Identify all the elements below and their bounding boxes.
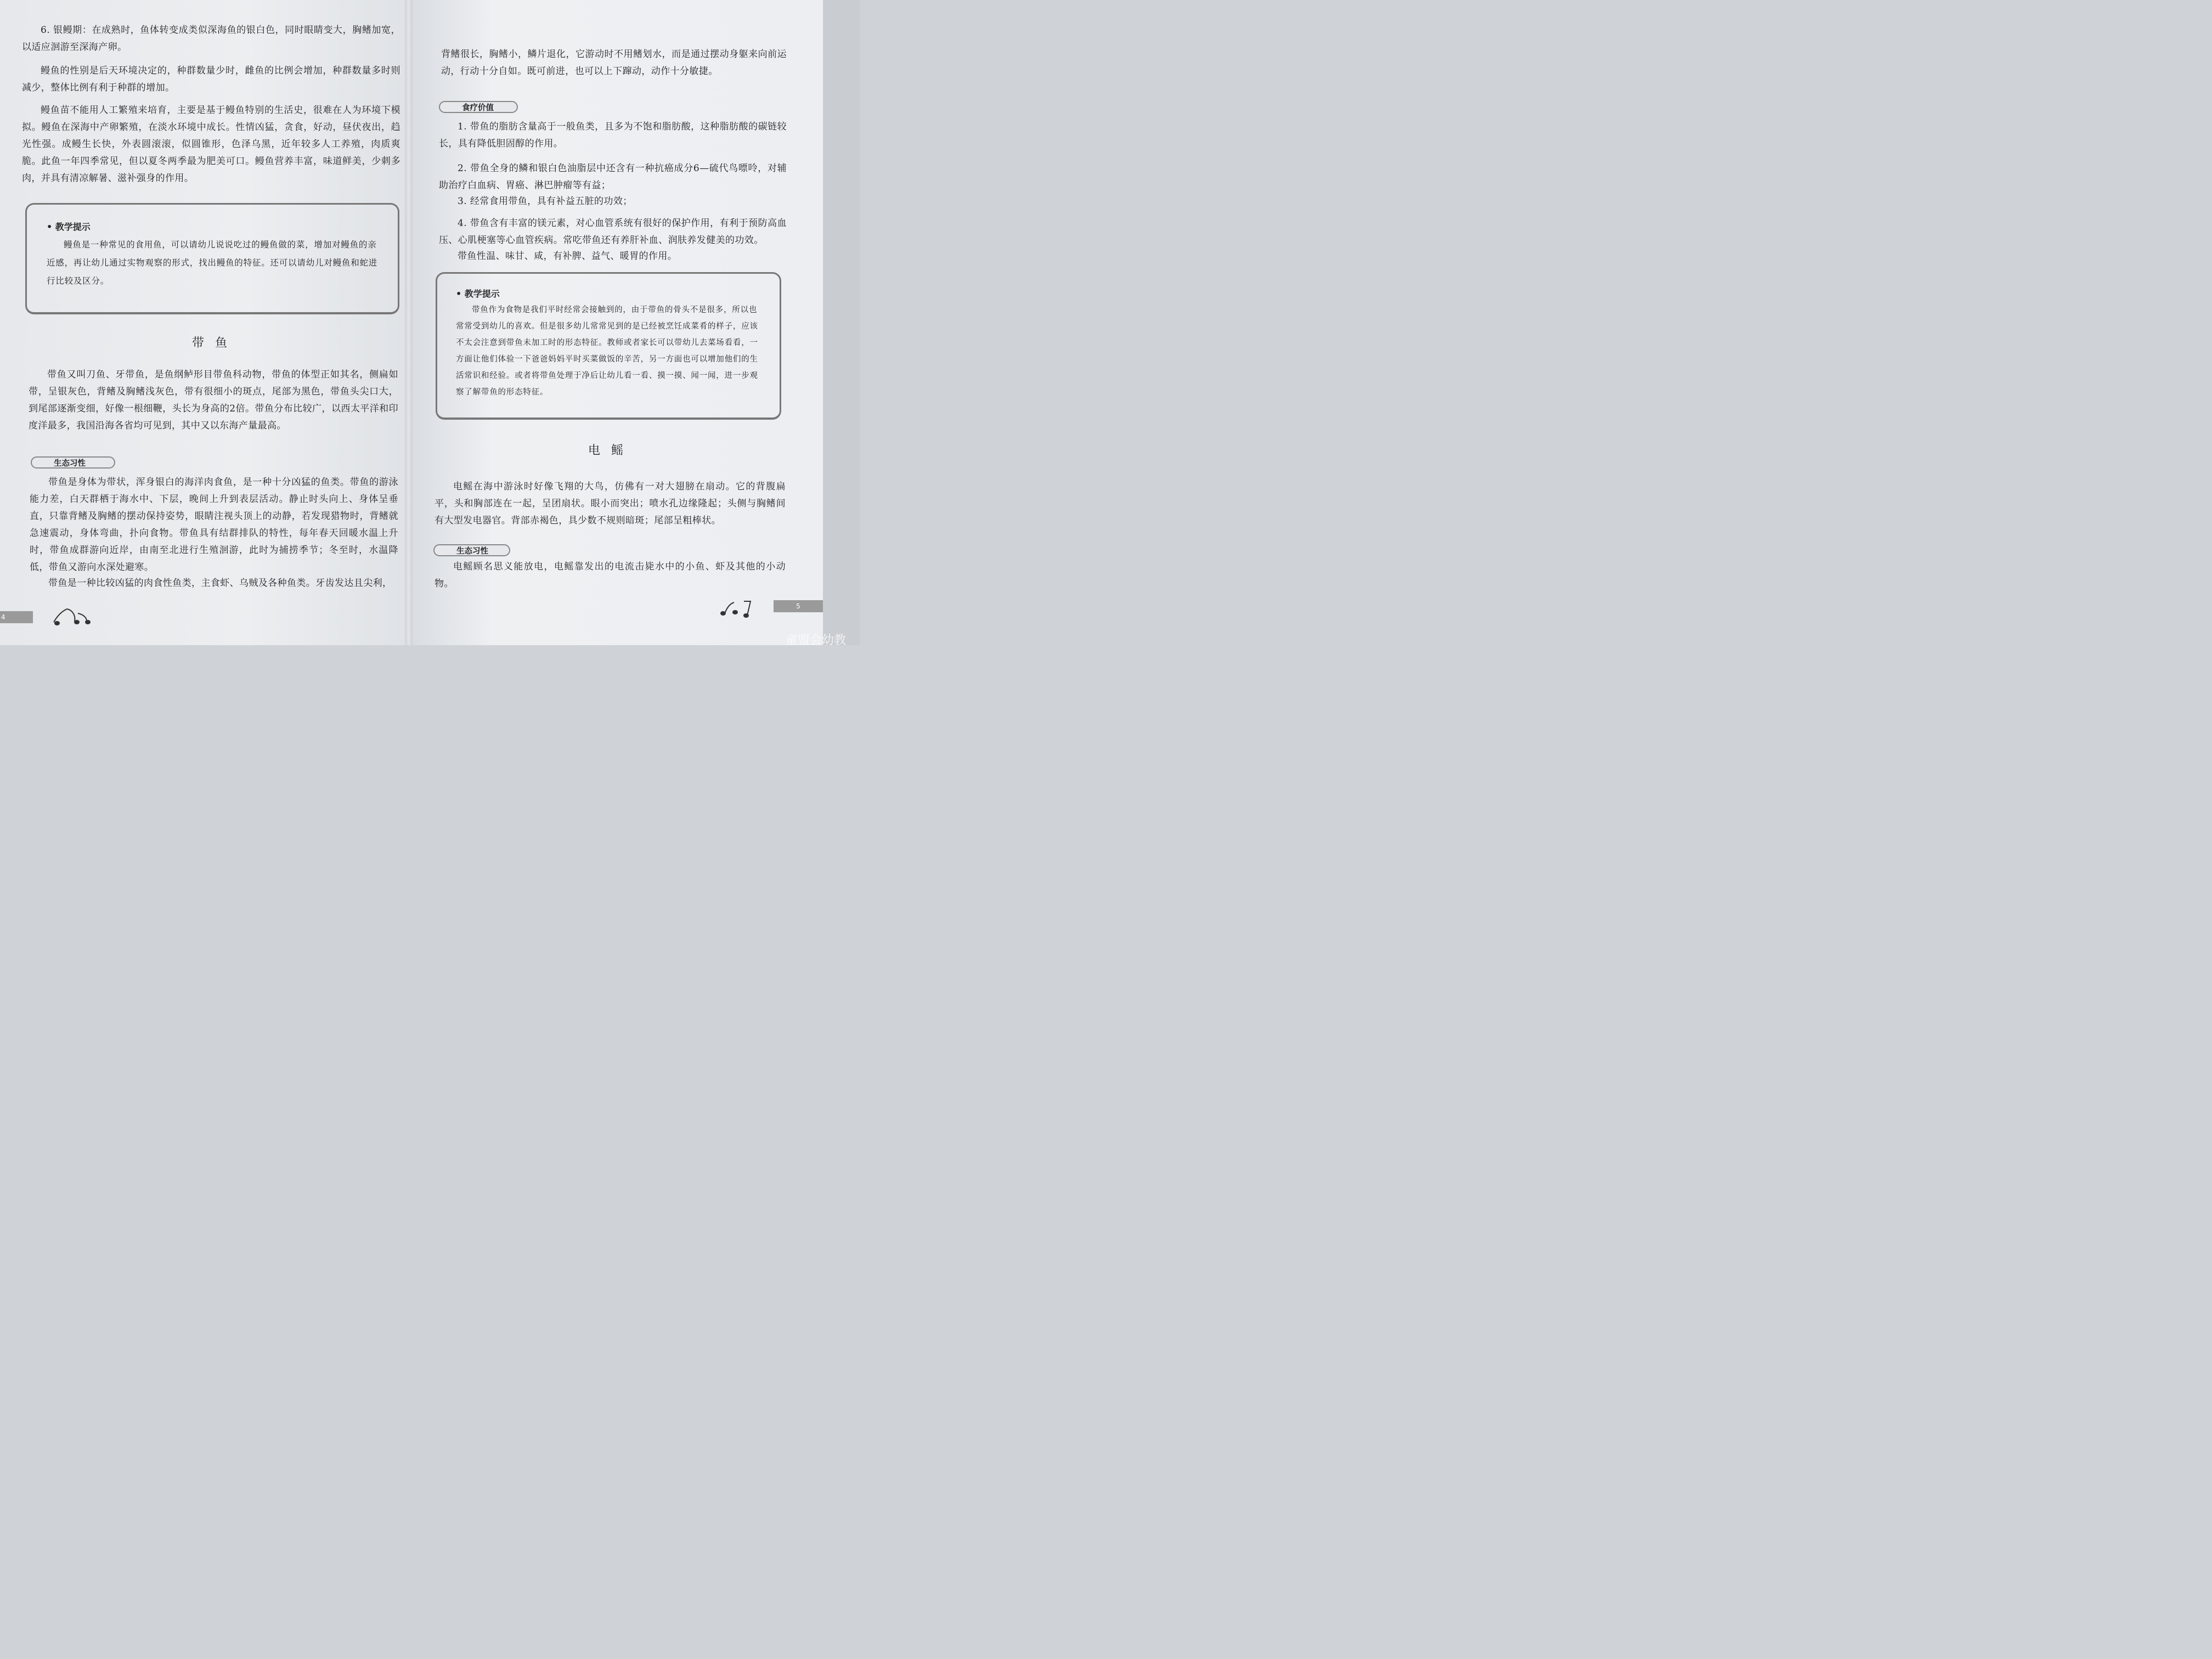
music-notes-icon [50,605,94,628]
ecology-habit-label: 生态习性 [433,544,510,556]
right-paragraph-3: 电鳐在海中游泳时好像飞翔的大鸟，仿佛有一对大翅膀在扇动。它的背腹扁平，头和胸部连在一起，呈团扇状。眼小而突出；喷水孔边缘隆起；头侧与胸鳍间有大型发电器官。背部赤褐色，具少数不规则暗斑；尾部呈粗棒状。 [435,481,786,526]
left-paragraph-2: 鳗鱼的性别是后天环境决定的，种群数量少时，雌鱼的比例会增加，种群数量多时则减少，整体比例有利于种群的增加。 [22,65,400,93]
left-paragraph-1: 6. 银鳗期：在成熟时，鱼体转变成类似深海鱼的银白色，同时眼睛变大，胸鳍加宽，以适应洄游至深海产卵。 [22,25,400,53]
ecology-habit-label: 生态习性 [31,456,115,469]
left-paragraph-5: 带鱼是身体为带状，浑身银白的海洋肉食鱼，是一种十分凶猛的鱼类。带鱼的游泳能力差，白天群栖于海水中、下层，晚间上升到表层活动。静止时头向上、身体呈垂直，只靠背鳍及胸鳍的摆动保持姿势，眼睛注视头顶上的动静，若发现猎物时，背鳍就急速震动，身体弯曲，扑向食物。带鱼具有结群排队的特性，每年春天回暖水温上升时，带鱼成群游向近岸，由南至北进行生殖洄游，此时为捕捞季节；冬至时，水温降低，带鱼又游向水深处避寒。 [30,477,398,573]
book-gutter [405,0,413,645]
dietary-value-label: 食疗价值 [439,101,518,113]
watermark-text: 童盟会幼教 [786,634,847,647]
background-surface [823,0,860,645]
dietary-item-3: 3. 经常食用带鱼，具有补益五脏的功效； [458,196,633,207]
section-title-ribbonfish: 带鱼 [192,336,239,350]
right-paragraph-4: 电鳐顾名思义能放电，电鳐靠发出的电流击毙水中的小鱼、虾及其他的小动物。 [435,561,786,589]
left-paragraph-4: 带鱼又叫刀鱼、牙带鱼，是鱼纲鲈形目带鱼科动物，带鱼的体型正如其名，侧扁如带，呈银灰色，背鳍及胸鳍浅灰色，带有很细小的斑点，尾部为黑色，带鱼头尖口大，到尾部逐渐变细，好像一根细鞭，头长为身高的2倍。带鱼分布比较广，以西太平洋和印度洋最多，我国沿海各省均可见到，其中又以东海产量最高。 [29,369,398,431]
teaching-tip-title: • 教学提示 [47,220,382,233]
teaching-tip-title: • 教学提示 [456,287,763,300]
dietary-item-1: 1. 带鱼的脂肪含量高于一般鱼类，且多为不饱和脂肪酸，这种脂肪酸的碳链较长，具有降低胆固醇的作用。 [439,121,787,149]
teaching-tip-text: 鳗鱼是一种常见的食用鱼，可以请幼儿说说吃过的鳗鱼做的菜，增加对鳗鱼的亲近感，再让幼儿通过实物观察的形式，找出鳗鱼的特征。还可以请幼儿对鳗鱼和蛇进行比较及区分。 [47,240,378,286]
teaching-tip-box-left [25,203,399,314]
left-paragraph-6: 带鱼是一种比较凶猛的肉食性鱼类，主食虾、乌贼及各种鱼类。牙齿发达且尖利， [48,578,392,589]
right-paragraph-1: 背鳍很长，胸鳍小，鳞片退化，它游动时不用鳍划水，而是通过摆动身躯来向前运动，行动十分自如。既可前进，也可以上下蹿动，动作十分敏捷。 [441,49,787,77]
left-paragraph-3: 鳗鱼苗不能用人工繁殖来培育，主要是基于鳗鱼特别的生活史，很难在人为环境下模拟。鳗鱼在深海中产卵繁殖，在淡水环境中成长。性情凶猛，贪食，好动，昼伏夜出，趋光性强。成鳗生长快，外表圆滚滚，似圆锥形，色泽乌黑，近年较多人工养殖，肉质爽脆。此鱼一年四季常见，但以夏冬两季最为肥美可口。鳗鱼营养丰富，味道鲜美，少刺多肉，并具有清凉解暑、滋补强身的作用。 [22,105,400,184]
page-number-right: 5 [774,600,823,612]
section-title-electric-ray: 电鳐 [588,444,635,458]
music-notes-icon [718,597,757,619]
teaching-tip-text: 带鱼作为食物是我们平时经常会接触到的，由于带鱼的骨头不是很多，所以也常常受到幼儿的喜欢。但是很多幼儿常常见到的是已经被烹饪成菜肴的样子，应该不太会注意到带鱼未加工时的形态特征。教师或者家长可以带幼儿去菜场看看，一方面让他们体验一下爸爸妈妈平时买菜做饭的辛苦，另一方面也可以增加他们的生活常识和经验。或者将带鱼处理于净后让幼儿看一看、摸一摸、闻一闻，进一步观察了解带鱼的形态特征。 [456,306,758,397]
dietary-item-2: 2. 带鱼全身的鳞和银白色油脂层中还含有一种抗癌成分6—硫代鸟嘌呤，对辅助治疗白血病、胃癌、淋巴肿瘤等有益； [439,163,787,191]
right-paragraph-2: 带鱼性温、味甘、咸，有补脾、益气、暖胃的作用。 [458,251,678,262]
page-number-left: 4 [0,611,33,623]
dietary-item-4: 4. 带鱼含有丰富的镁元素，对心血管系统有很好的保护作用，有利于预防高血压、心肌梗塞等心血管疾病。常吃带鱼还有养肝补血、润肤养发健美的功效。 [439,218,787,246]
teaching-tip-box-right [436,272,781,420]
